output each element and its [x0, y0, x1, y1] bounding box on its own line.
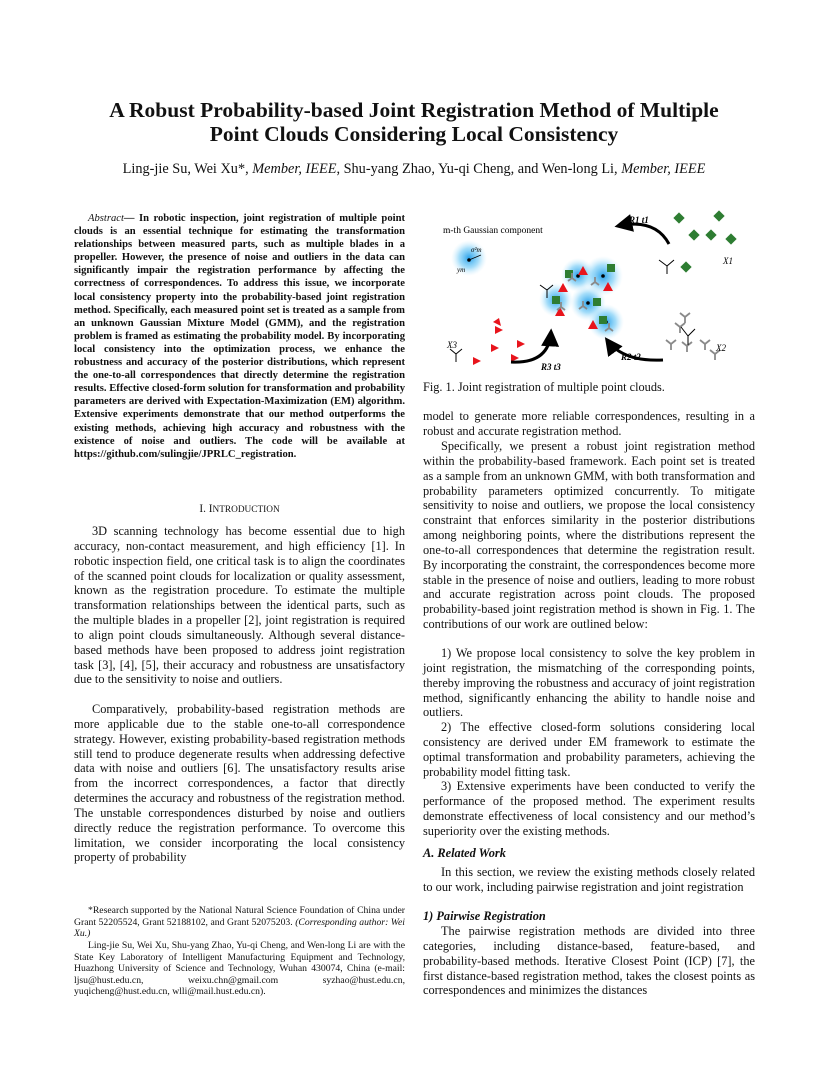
figure-joint-registration — [423, 204, 753, 376]
r3t3-label: R3 t3 — [541, 362, 561, 372]
funding-footnote — [74, 905, 405, 940]
intro-paragraph-1: 3D scanning technology has become essential due to high accuracy, non-contact measurement, and high efficiency [1]. In robotic inspection field, one critical task is to align the coordinates of the scanned point clouds for localization or quality assessment, known as the registration procedure. To estimate the multiple transformation relationships between the identical parts, such as the multiple blades in a propeller [2], joint registration is required to align point clouds simultaneously. Although several distance-based methods have been proposed to address joint registration task [3], [4], [5], their accuracy and robustness are unsatisfactory due to the sensitivity to noise and outliers. — [74, 524, 405, 687]
figure-caption: Fig. 1. Joint registration of multiple point clouds. — [423, 380, 665, 394]
member-label-2: Member, IEEE — [621, 161, 706, 177]
gaussian-component-label: m-th Gaussian component — [443, 226, 543, 236]
related-work-paragraph: In this section, we review the existing methods closely related to our work, including pairwise registration and joint registration — [423, 865, 755, 894]
r2t2-label: R2 t2 — [621, 352, 641, 362]
gray-point — [675, 323, 685, 333]
section-heading-introduction — [74, 503, 405, 515]
arrow-r1t1 — [618, 224, 669, 244]
gray-point — [680, 313, 690, 323]
title-line-2: Point Clouds Considering Local Consistency — [209, 122, 619, 146]
x1-label: X1 — [723, 256, 733, 266]
green-point — [607, 264, 615, 272]
intro-paragraph-2: Comparatively, probability-based registration methods are more applicable due to the stable one-to-all correspondence strategy. However, existing probability-based registration methods still tend to produce degenerate results when addressing defective data with noise and outliers [6]. The unsatisfactory results arise from the incorrect correspondences, a factor that directly determines the accuracy and robustness of the registration method. The unstable correspondences disturbed by noise and outliers directly reduce the registration performance. To overcome this limitation, we consider incorporating the local consistency property of probability — [74, 702, 405, 865]
corresponding-author: (Corresponding author: Wei Xu.) — [74, 916, 405, 940]
gaussian-center — [586, 301, 590, 305]
red-point — [491, 344, 499, 352]
green-point — [599, 316, 607, 324]
affiliation-footnote: Ling-jie Su, Wei Xu, Shu-yang Zhao, Yu-qi Cheng, and Wen-long Li are with the State Key Laboratory of Intelligent Manufacturing Equipment and Technology, Huazhong University of Science and Technology, Wuhan 430074, China (e-mail: ljsu@hust.edu.cn, weixu.chn@gmail.com syzhao@hust.edu.cn, yuqicheng@hust.edu.cn, wlli@mail.hust.edu.cn). — [74, 940, 405, 998]
right-paragraph-2: Specifically, we present a robust joint registration method within the probability-based framework. Each point set is treated as a sample from an unknown GMM, with both transformation and probability parameters optimized concurrently. To mitigate sensitivity to noise and outliers, we propose the local consistency constraint that enforces similarity in the posterior distributions among neighboring points, where the distributions represent the one-to-all correspondences that determine the registration result. By incorporating the constraint, the correspondences become more stable in the presence of noise and outliers, leading to more robust and accurate registration across point clouds. The proposed probability-based joint registration method is shown in Fig. 1. The contributions of our work are outlined below: — [423, 439, 755, 632]
authors-part-1: Ling-jie Su, Wei Xu*, — [122, 161, 253, 177]
x2-label: X2 — [716, 343, 726, 353]
green-point — [673, 212, 684, 223]
green-point — [552, 296, 560, 304]
paper-title — [60, 98, 768, 146]
point-set-x2 — [666, 313, 720, 360]
authors-part-2: , Shu-yang Zhao, Yu-qi Cheng, and Wen-long Li, — [336, 161, 622, 177]
arrow-r2t2 — [607, 340, 663, 360]
red-point — [473, 357, 481, 365]
red-point — [493, 318, 501, 326]
axes-icon — [659, 260, 674, 274]
sigma-label: σ²m — [471, 246, 482, 254]
ym-label: ym — [457, 266, 466, 274]
gray-point — [666, 340, 676, 350]
gray-point — [682, 342, 692, 352]
member-label-1: Member, IEEE — [252, 161, 337, 177]
gaussian-cluster — [539, 256, 624, 340]
gaussian-center — [601, 274, 605, 278]
point-set-x1 — [659, 210, 737, 274]
subsubsection-pairwise: 1) Pairwise Registration — [423, 909, 546, 923]
red-point — [517, 340, 525, 348]
x3-label: X3 — [447, 340, 457, 350]
axes-icon-x3 — [450, 349, 462, 362]
section-initial: I — [208, 503, 213, 515]
red-point — [495, 326, 503, 334]
green-point — [725, 233, 736, 244]
green-point — [713, 210, 724, 221]
pairwise-paragraph: The pairwise registration methods are divided into three categories, including distance-based, feature-based, and probability-based methods. Iterative Closest Point (ICP) [7], the first distance-based registration method, takes the closest points as correspondences and minimizes the distances — [423, 924, 755, 998]
contribution-2: 2) The effective closed-form solutions considering local consistency are derived under EM framework to estimate the optimal transformation and probability parameters, achieving the probability model fitting task. — [423, 720, 755, 779]
green-point — [680, 261, 691, 272]
section-rest: NTRODUCTION — [212, 505, 280, 515]
green-point — [705, 229, 716, 240]
contribution-1: 1) We propose local consistency to solve the key problem in joint registration, the mismatching of the corresponding points, thereby improving the robustness and accuracy of joint registration method, significantly enhancing the ability to handle noise and outliers. — [423, 646, 755, 720]
funding-text: *Research supported by the National Natural Science Foundation of China under Grant 52205524, Grant 52188102, and Grant 52075203. — [74, 905, 405, 928]
right-paragraph-1: model to generate more reliable correspondences, resulting in a robust and accurate registration method. — [423, 409, 755, 438]
abstract-text: — In robotic inspection, joint registration of multiple point clouds is an essential technique for estimating the transformation relationships between measured parts, such as multiple blades in a propeller. However, the presence of noise and outliers in the data can significantly impair the registration performance by affecting the correctness of correspondences. To address this issue, we incorporate local consistency property into the probability-based joint registration method. Specifically, each measured point set is treated as a sample from an unknown Gaussian Mixture Model (GMM), and the registration problem is framed as estimating the probability model. By incorporating local consistency into the optimization process, we enhance the robustness and accuracy of the posterior distributions, which represent the one-to-all correspondences that directly determine the registration results. Effective closed-form solution for transformation and probability parameters are derived with Expectation-Maximization (EM) algorithm. Extensive experiments demonstrate that our method outperforms the existing methods, achieving high accuracy and robustness with the existence of noise and outliers. The code will be available at https://github.com/sulingjie/JPRLC_registration. — [74, 213, 405, 460]
subsection-related-work: A. Related Work — [423, 846, 506, 860]
contribution-3: 3) Extensive experiments have been conducted to verify the performance of the proposed method. The experiment results demonstrate effectiveness of local consistency and our method’s superiority over the existing methods. — [423, 779, 755, 838]
abstract — [74, 212, 405, 461]
abstract-label: Abstract — [88, 213, 124, 224]
green-point — [593, 298, 601, 306]
title-line-1: A Robust Probability-based Joint Registration Method of Multiple — [109, 98, 719, 122]
gray-point — [700, 340, 710, 350]
section-roman: I. — [199, 503, 209, 515]
green-point — [688, 229, 699, 240]
r1t1-label: R1 t1 — [629, 215, 649, 225]
point-set-x3 — [446, 318, 525, 365]
author-list — [60, 160, 768, 178]
